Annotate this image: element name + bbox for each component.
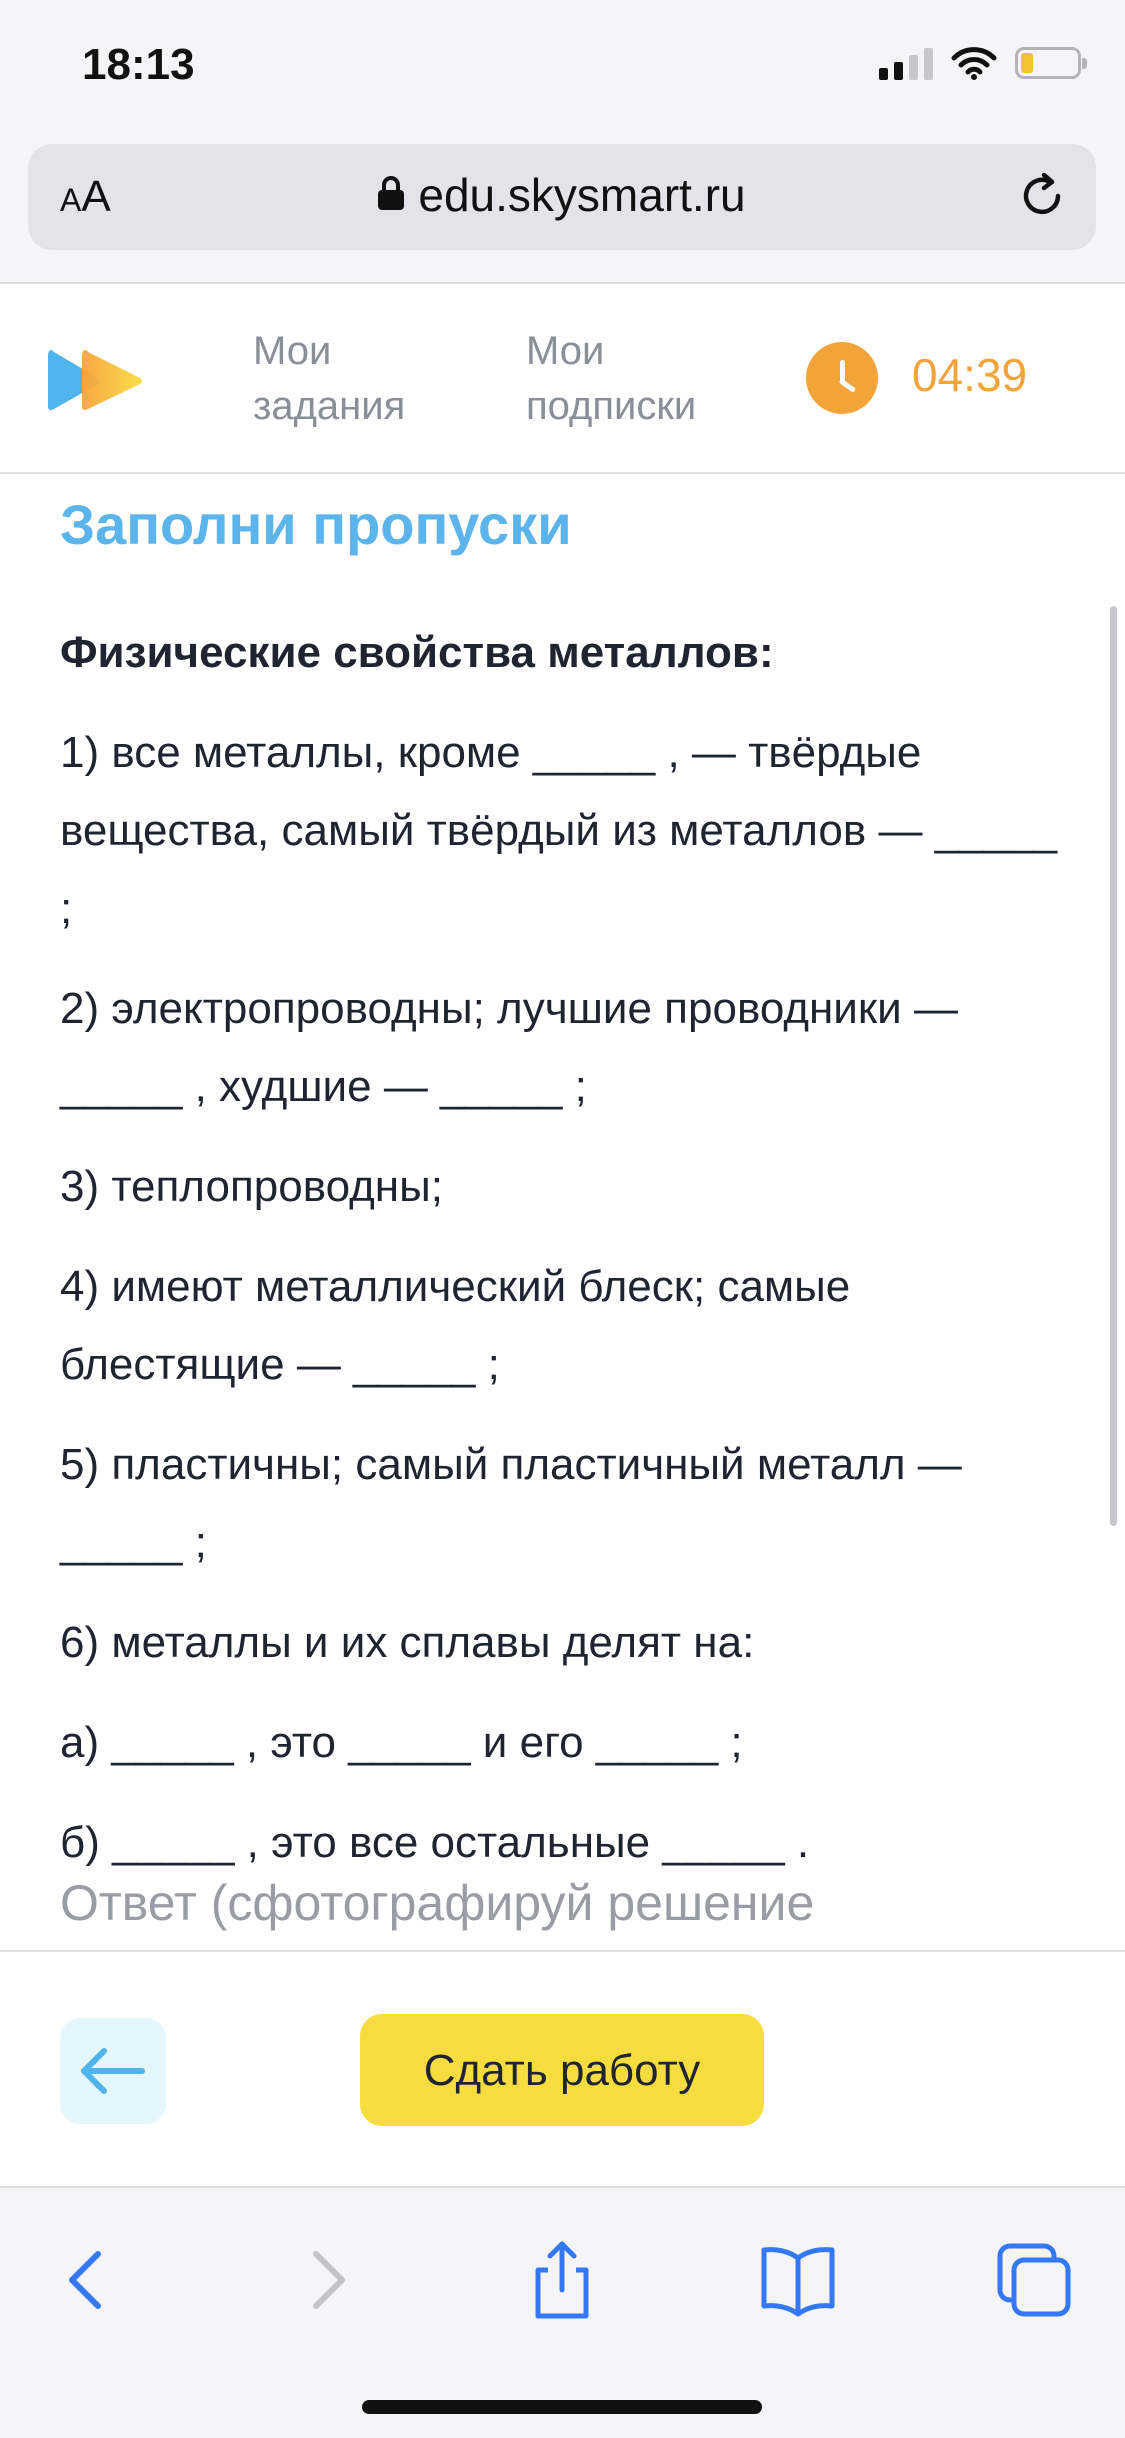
battery-icon (1015, 47, 1081, 79)
submit-work-button[interactable]: Сдать работу (360, 2014, 764, 2126)
task-item: 5) пластичны; самый пластичный металл — _____ ; (60, 1440, 962, 1567)
skysmart-logo-icon[interactable] (46, 346, 146, 416)
url-display[interactable] (28, 168, 1096, 222)
task-item: 1) все металлы, кроме _____ , — твёрдые вещества, самый твёрдый из металлов — _____ ; (60, 728, 1058, 933)
home-indicator[interactable] (362, 2400, 762, 2414)
url-text: edu.skysmart.ru (418, 169, 746, 221)
status-time: 18:13 (82, 40, 195, 89)
page-footer (0, 1950, 1125, 2188)
task-title: Заполни пропуски (60, 493, 572, 556)
nav-my-tasks[interactable]: Мои задания (253, 329, 406, 428)
timer-text: 04:39 (912, 349, 1028, 401)
bookmarks-icon[interactable] (758, 2240, 838, 2320)
url-bar[interactable] (28, 144, 1096, 250)
status-bar (0, 0, 1125, 140)
task-heading: Физические свойства металлов: (60, 628, 774, 677)
back-chevron-icon[interactable] (46, 2240, 126, 2320)
task-item: 6) металлы и их сплавы делят на: (60, 1618, 755, 1667)
status-icons (879, 46, 1081, 80)
forward-chevron-icon[interactable] (288, 2240, 368, 2320)
scrollbar[interactable] (1110, 606, 1117, 1526)
task-item: 3) теплопроводны; (60, 1162, 443, 1211)
task-text (60, 614, 1060, 1904)
back-button[interactable] (60, 2018, 166, 2124)
task-item: 4) имеют металлический блеск; самые блестящие — _____ ; (60, 1262, 851, 1389)
browser-address-area (0, 140, 1125, 284)
task-item: а) _____ , это _____ и его _____ ; (60, 1718, 743, 1767)
lock-icon (378, 176, 404, 210)
task-item: б) _____ , это все остальные _____ . (60, 1818, 810, 1867)
cellular-signal-icon (879, 46, 933, 80)
task-item: 2) электропроводны; лучшие проводники — _____ , худшие — _____ ; (60, 984, 958, 1111)
tabs-icon[interactable] (994, 2240, 1074, 2320)
site-header (0, 284, 1125, 474)
arrow-left-icon (60, 2018, 166, 2124)
text-size-button[interactable]: AA (60, 172, 111, 221)
share-icon[interactable] (522, 2240, 602, 2320)
wifi-icon (951, 46, 997, 80)
reload-icon[interactable] (1016, 170, 1068, 222)
task-content (0, 474, 1125, 1950)
nav-my-subscriptions[interactable]: Мои подписки (526, 329, 697, 428)
clock-icon (806, 342, 878, 414)
answer-hint: Ответ (сфотографируй решение (60, 1875, 815, 1931)
